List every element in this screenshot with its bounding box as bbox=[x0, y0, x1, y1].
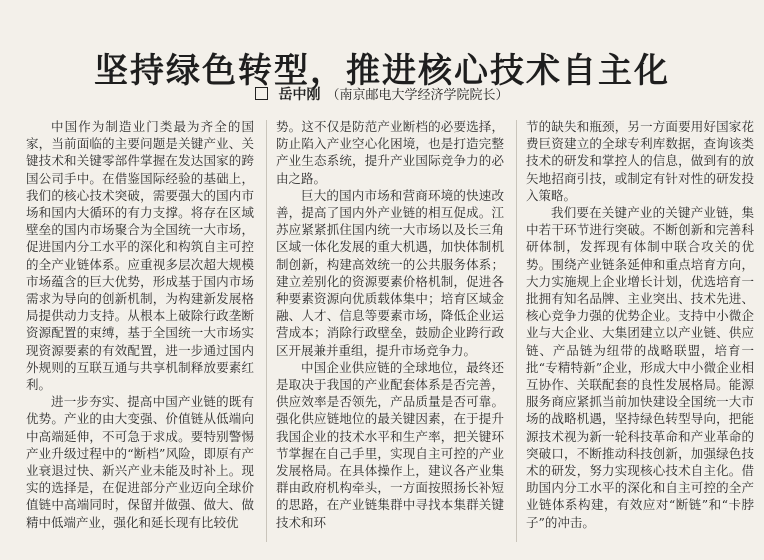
paragraph: 我们要在关键产业的关键产业链，集中若干环节进行突破。不断创新和完善科研体制，发挥现有体制中联合攻关的优势。围绕产业链条延伸和重点培育方向，大力实施规上企业增长计划，优选培育一批拥有知名品牌、主业突出、技术先进、核心竞争力强的优势企业。支持中小微企业与大企业、大集团建立以产业链、供应链、产品链为纽带的战略联盟，培育一批“专精特新”企业，形成大中小微企业相互协作、关联配套的良性发展格局。能源服务商应紧抓当前加快建设全国统一大市场的战略机遇，坚持绿色转型导向，把能源技术视为新一轮科技革命和产业革命的突破口，不断推动科技创新，加强绿色技术的研发，努力实现核心技术自主化。借助国内分工水平的深化和自主可控的全产业链体系构建，有效应对“断链”和“卡脖子”的冲击。 bbox=[526, 205, 754, 530]
paragraph: 进一步夯实、提高中国产业链的既有优势。产业的由大变强、价值链从低端向中高端延伸，不可急于求成。要特别警惕产业升级过程中的“断档”风险，即原有产业衰退过快、新兴产业未能及时补上。现实的选择是，在促进部分产业迈向全球价值链中高端同时，保留并做强、做大、做精中低端产业，强化和延长现有比较优 bbox=[26, 394, 254, 530]
paragraph-continued: 节的缺失和瓶颈，另一方面要用好国家花费巨资建立的全球专利库数据，查询该类技术的研发和掌控人的信息，做到有的放矢地招商引技，或制定有针对性的研发投入策略。 bbox=[526, 119, 754, 203]
article-column-3 bbox=[526, 118, 754, 548]
byline bbox=[0, 84, 764, 106]
author-name: 岳中刚 bbox=[278, 87, 321, 103]
article-body bbox=[26, 118, 752, 548]
paragraph: 中国作为制造业门类最为齐全的国家，当前面临的主要问题是关键产业、关键技术和关键零部件掌握在发达国家的跨国公司手中。在借鉴国际经验的基础上，我们的核心技术突破，需要强大的国内市场和国内大循环的有力支撑。将存在区域壁垒的国内市场聚合为全国统一大市场，促进国内分工水平的深化和构筑自主可控的全产业链体系。应重视多层次超大规模市场蕴含的巨大优势，形成基于国内市场需求为导向的创新机制，为构建新发展格局提供动力支持。从根本上破除行政垄断资源配置的束缚，基于全国统一大市场实现资源要素的有效配置，进一步通过国内外规则的互联互通与共享机制释放要素红利。 bbox=[26, 119, 254, 393]
author-affiliation: （南京邮电大学经济学院院长） bbox=[326, 88, 509, 103]
square-bullet-icon bbox=[255, 87, 268, 100]
article-column-2 bbox=[276, 118, 504, 548]
paragraph-continued: 势。这不仅是防范产业断档的必要选择，防止陷入产业空心化困境，也是打造完整产业生态系统，提升产业国际竞争力的必由之路。 bbox=[276, 119, 504, 186]
article-headline: 坚持绿色转型，推进核心技术自主化 bbox=[94, 50, 670, 91]
article-column-1 bbox=[26, 118, 254, 548]
paragraph: 巨大的国内市场和营商环境的快速改善，提高了国内外产业链的相互促成。江苏应紧紧抓住国内统一大市场以及长三角区域一体化发展的重大机遇，加快体制机制创新，构建高效统一的公共服务体系；建立差别化的资源要素价格机制，促进各种要素资源向优质载体集中；培育区域金融、人才、信息等要素市场，降低企业运营成本；消除行政壁垒，鼓励企业跨行政区开展兼并重组，提升市场竞争力。 bbox=[276, 187, 504, 358]
paragraph: 中国企业供应链的全球地位，最终还是取决于我国的产业配套体系是否完善，供应效率是否领先，产品质量是否可靠。强化供应链地位的最关键因素，在于提升我国企业的技术水平和生产率，把关键环节掌握在自己手里，实现自主可控的产业发展格局。在具体操作上，建议各产业集群由政府机构牵头，一方面按照扬长补短的思路，在产业链集群中寻找本集群关键技术和环 bbox=[276, 359, 504, 530]
